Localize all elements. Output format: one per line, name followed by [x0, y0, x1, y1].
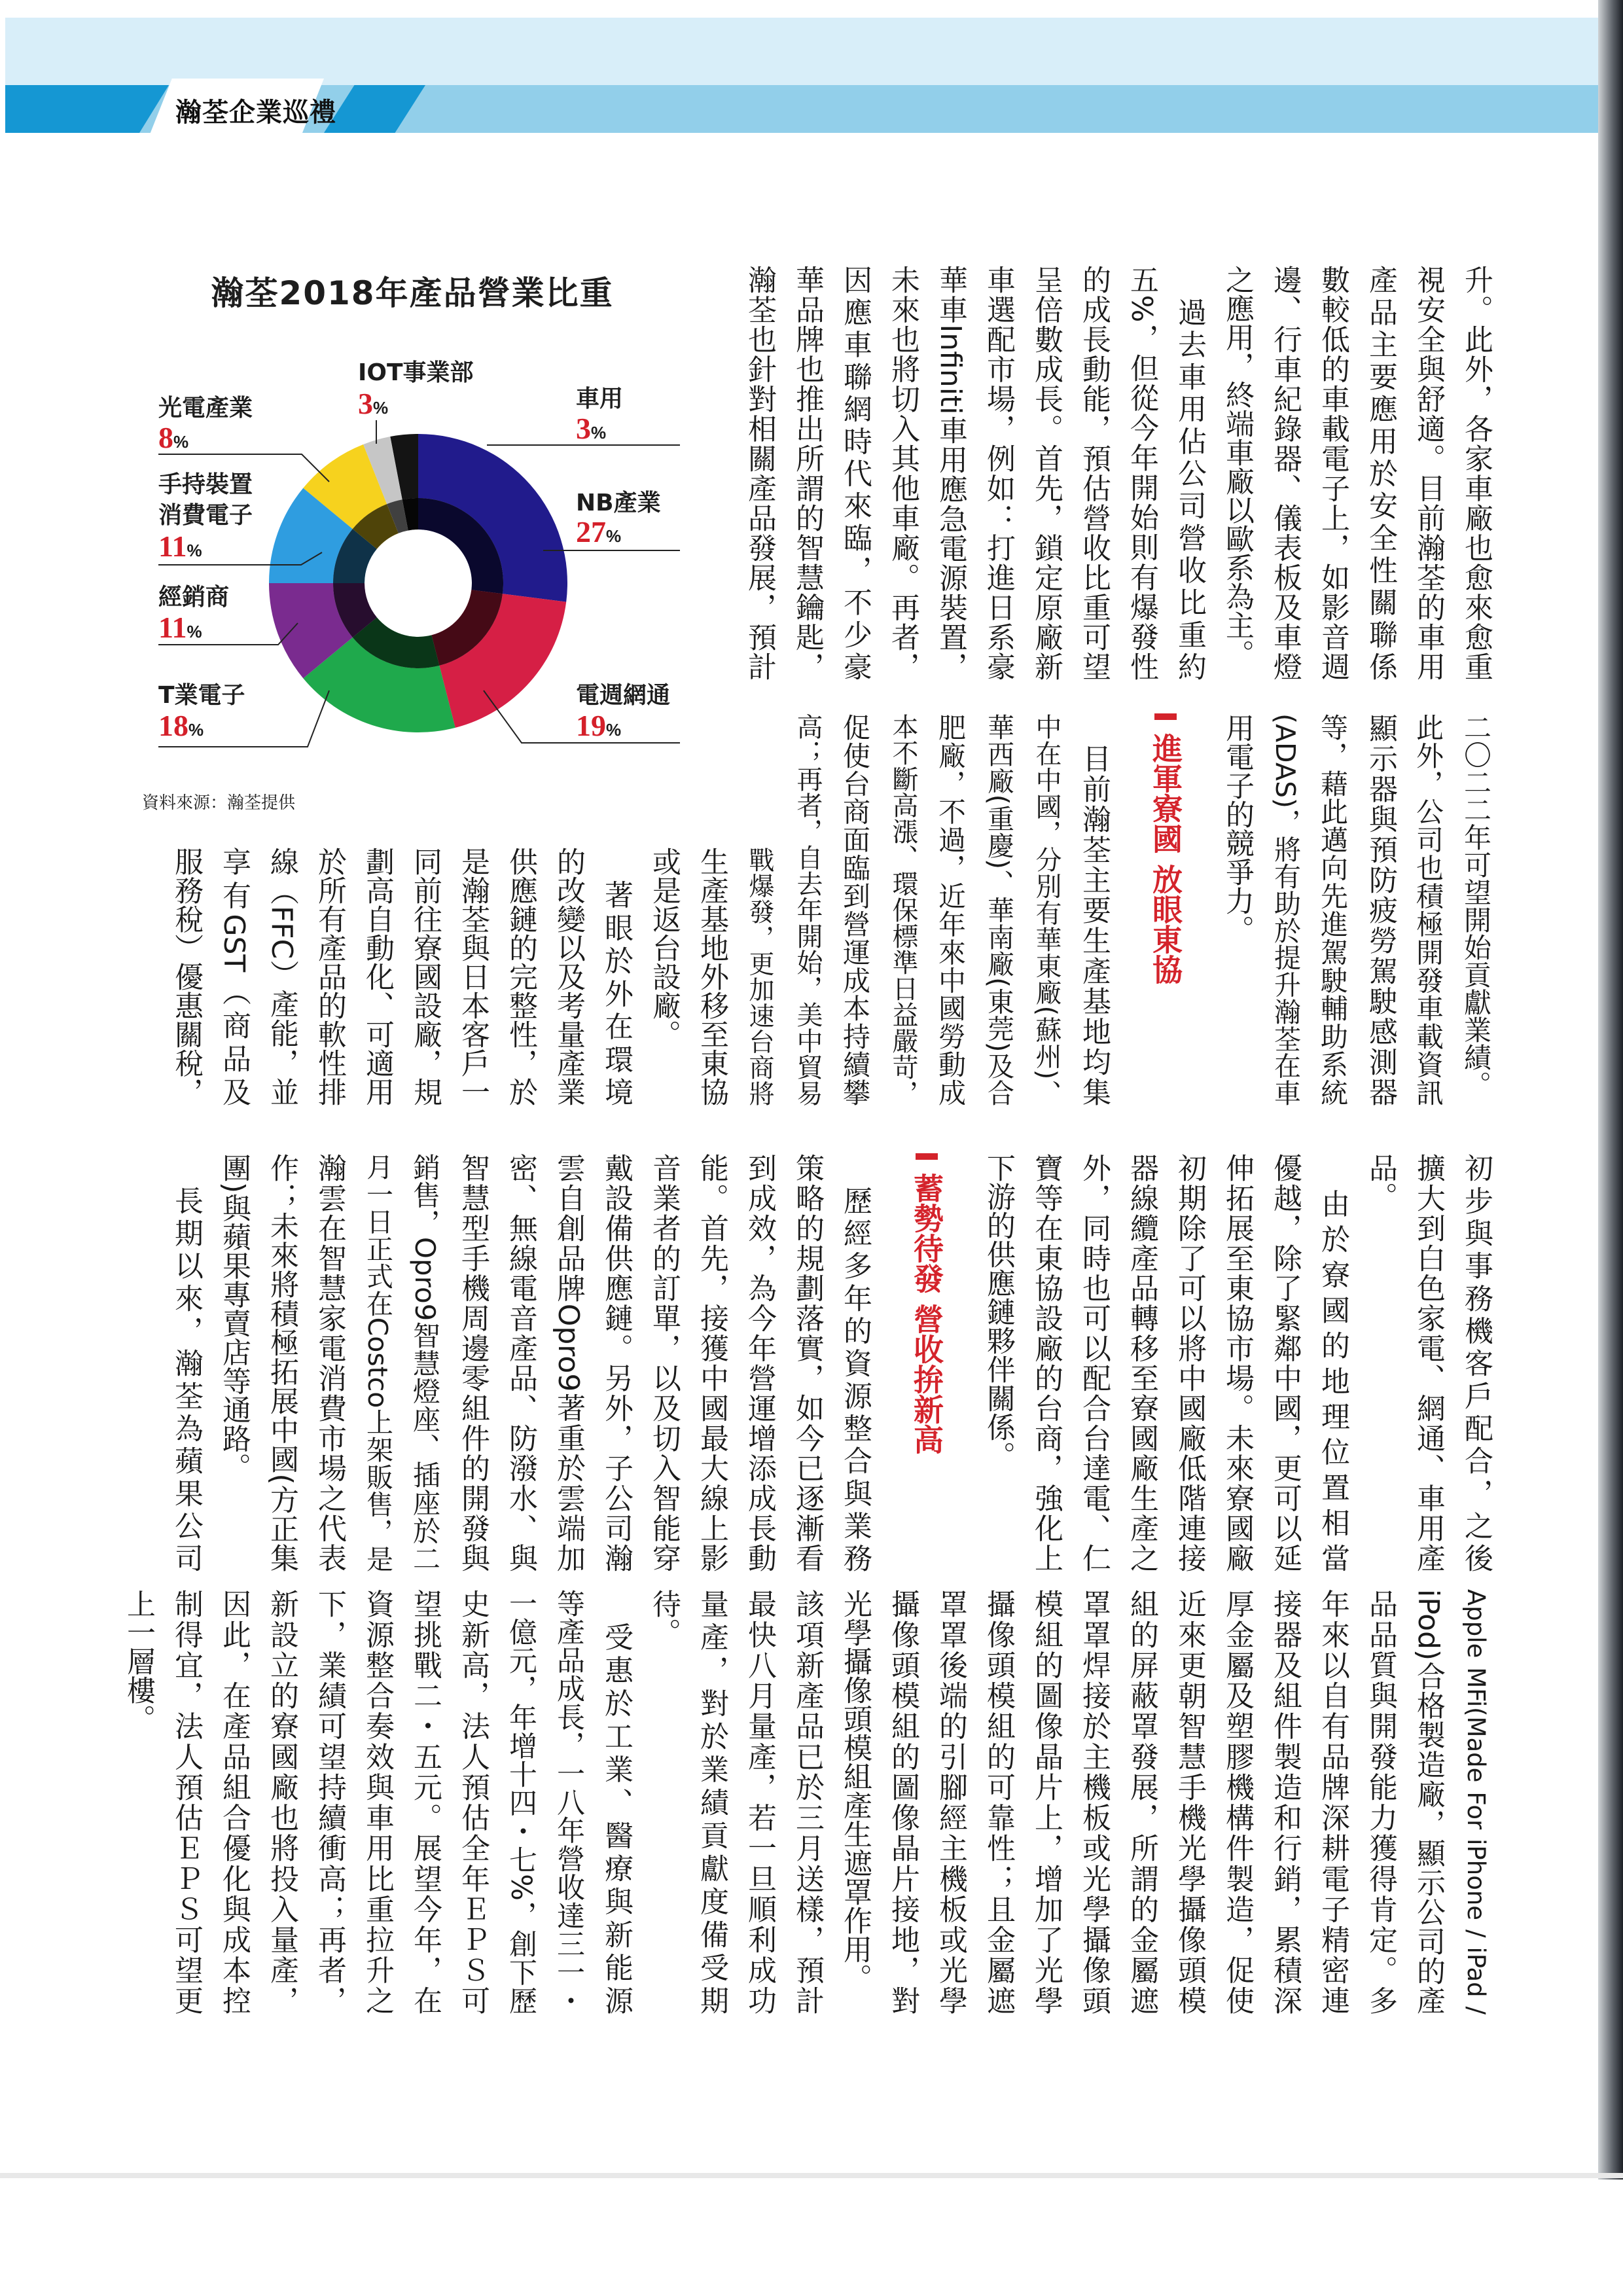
page-binding-shadow [1598, 0, 1623, 2179]
text-column: 初步與事務機客戶配合，之後 [1459, 1153, 1493, 1572]
text-column: (ADAS)，將有助於提升瀚荃在車 [1270, 713, 1301, 1106]
text-column: 攝像頭模組的圖像晶片接地，對 [886, 1589, 919, 2015]
text-column: 接器及組件製造和行銷，累積深 [1268, 1589, 1302, 2015]
text-column: 瀚荃也針對相關產品發展，預計 [743, 265, 776, 681]
text-column: 銷售，Opro9智慧燈座、插座於二 [409, 1153, 441, 1572]
pct-industrial: 18% [158, 709, 204, 742]
text-column: 邊、行車紀錄器、儀表板及車燈 [1268, 265, 1302, 681]
text-column: 下，業績可望持續衝高；再者， [313, 1589, 346, 2015]
text-column: 著眼於外在環境 [599, 847, 633, 1106]
pct-iot: 3% [358, 387, 389, 420]
text-column: 本不斷高漲、環保標準日益嚴苛， [888, 713, 918, 1106]
text-column: 雲自創品牌Opro9著重於雲端加 [552, 1153, 585, 1572]
text-column: 厚金屬及塑膠機構件製造，促使 [1221, 1589, 1254, 2015]
text-column: 團)與蘋果專賣店等通路。 [217, 1153, 251, 1482]
text-column: iPod)合格製造廠，顯示公司的產 [1412, 1589, 1445, 2015]
pct-distributor: 11% [158, 611, 202, 644]
text-column: 之應用，終端車廠以歐系為主。 [1221, 265, 1254, 668]
text-column: 罩罩焊接於主機板或光學攝像頭 [1077, 1589, 1111, 2015]
section-heading [879, 1153, 974, 1572]
text-column: 升。此外，各家車廠也愈來愈重 [1459, 265, 1493, 681]
text-column: 作；未來將積極拓展中國(方正集 [265, 1153, 298, 1572]
text-column: 該項新產品已於三月送樣，預計 [791, 1589, 824, 2015]
article-block-4 [115, 1589, 1500, 2015]
text-column: 初期除了可以將中國廠低階連接 [1173, 1153, 1206, 1572]
text-column: 顯示器與預防疲勞駕駛感測器 [1364, 713, 1397, 1106]
text-column: 未來也將切入其他車廠。再者， [886, 265, 919, 681]
text-column: 到成效，為今年營運增添成長動 [743, 1153, 776, 1572]
text-column: 華車Infiniti車用應急電源裝置， [934, 265, 967, 681]
text-column: 等產品成長，一八年營收達三一・ [552, 1589, 585, 2015]
slice-telecom [439, 594, 566, 728]
heading-marker [1154, 713, 1177, 720]
text-column: 一億元，年增十四・七%，創下歷 [505, 1589, 537, 2015]
article-block-3 [162, 1153, 1500, 1572]
text-column: 長期以來，瀚荃為蘋果公司 [169, 1153, 203, 1572]
text-column: 瀚雲在智慧家電消費市場之代表 [313, 1153, 346, 1572]
text-column: 伸拓展至東協市場。未來寮國廠 [1221, 1153, 1254, 1572]
text-column: 等，藉此邁向先進駕駛輔助系統 [1317, 713, 1349, 1106]
label-handheld-2: 消費電子 [158, 502, 253, 529]
chart-source: 資料來源：瀚荃提供 [142, 793, 296, 813]
text-column: 最快八月量產，若一旦順利成功 [743, 1589, 776, 2015]
text-column: 制得宜，法人預估ＥＰＳ可望更 [169, 1589, 203, 2015]
text-column: 高；再者，自去年開始，美中貿易 [793, 713, 823, 1106]
section-title: 瀚荃企業巡禮 [175, 98, 336, 128]
text-column: 的成長動能，預估營收比重可望 [1077, 265, 1111, 681]
text-column: 二〇二二年可望開始貢獻業績。 [1460, 713, 1492, 1098]
text-column: 促使台商面臨到營運成本持續攀 [839, 713, 871, 1106]
text-column: 量產，對於業績貢獻度備受期 [695, 1589, 728, 2015]
heading-marker [916, 1153, 938, 1160]
text-column: 數較低的車載電子上，如影音週 [1316, 265, 1349, 681]
text-column: 戴設備供應鏈。另外，子公司瀚 [599, 1153, 633, 1572]
text-column: 華西廠(重慶)、華南廠(東莞)及合 [983, 713, 1014, 1106]
text-column: 戰爆發，更加速台商將 [745, 847, 774, 1106]
text-column: 攝像頭模組的可靠性；且金屬遮 [982, 1589, 1015, 2015]
label-opto: 光電產業 [158, 395, 253, 422]
label-distributor: 經銷商 [158, 584, 230, 611]
text-column: 產品主要應用於安全性關聯係 [1364, 265, 1397, 681]
text-column: 五%，但從今年開始則有爆發性 [1125, 265, 1158, 681]
heading-text: 進軍寮國 放眼東協 [1148, 733, 1183, 985]
article-block-1 [736, 265, 1500, 681]
text-column: 因應車聯網時代來臨，不少豪 [838, 265, 872, 681]
text-column: 組的屏蔽罩發展，所謂的金屬遮 [1125, 1589, 1158, 2015]
label-telecom: 電週網通 [576, 682, 671, 709]
text-column: 優越，除了緊鄰中國，更可以延 [1268, 1153, 1302, 1572]
text-column: 品品質與開發能力獲得肯定。多 [1364, 1589, 1397, 2015]
text-column: 車選配市場，例如：打進日系豪 [982, 265, 1015, 681]
text-column: 寶等在東協設廠的台商，強化上 [1029, 1153, 1063, 1572]
label-car: 車用 [576, 386, 624, 412]
text-column: 受惠於工業、醫療與新能源 [599, 1589, 633, 2015]
text-column: 呈倍數成長。首先，鎖定原廠新 [1029, 265, 1063, 681]
text-column: 過去車用佔公司營收比重約 [1173, 265, 1206, 681]
text-column: 同前往寮國設廠，規 [408, 847, 442, 1106]
text-column: 上一層樓。 [122, 1589, 155, 1733]
text-column: 此外，公司也積極開發車載資訊 [1412, 713, 1444, 1106]
label-iot: IOT事業部 [358, 359, 474, 386]
text-column: 或是返台設廠。 [647, 847, 681, 1049]
text-column: 視安全與舒適。目前瀚荃的車用 [1412, 265, 1445, 681]
text-column: 服務稅）優惠關稅， [169, 847, 203, 1106]
text-column: 因此，在產品組合優化與成本控 [217, 1589, 251, 2015]
text-column: 華品牌也推出所謂的智慧鑰匙， [791, 265, 824, 681]
text-column: 歷經多年的資源整合與業務 [838, 1153, 872, 1572]
label-handheld-1: 手持裝置 [158, 471, 253, 498]
text-column: 智慧型手機周邊零組件的開發與 [456, 1153, 490, 1572]
pct-nb: 27% [576, 515, 622, 548]
text-column: 能。首先，接獲中國最大線上影 [695, 1153, 728, 1572]
text-column: 肥廠，不過，近年來中國勞動成 [935, 713, 967, 1106]
text-column: 望挑戰二・五元。展望今年，在 [408, 1589, 442, 2015]
text-column: 享有GST（商品及 [217, 847, 251, 1106]
text-column: 下游的供應鏈夥伴關係。 [982, 1153, 1015, 1470]
text-column: 光學攝像頭模組產生遮罩作用。 [838, 1589, 872, 1992]
text-column: Apple MFi(Made For iPhone / iPad / [1462, 1589, 1490, 2015]
pct-car: 3% [576, 412, 607, 445]
page-bottom-edge [0, 2173, 1623, 2178]
section-heading [1118, 713, 1213, 1106]
text-column: 新設立的寮國廠也將投入量產， [265, 1589, 298, 2015]
text-column: 擴大到白色家電、網通、車用產 [1412, 1153, 1445, 1572]
text-column: 中在中國，分別有華東廠(蘇州)、 [1031, 713, 1061, 1106]
text-column: 用電子的競爭力。 [1221, 713, 1254, 944]
text-column: 的改變以及考量產業 [552, 847, 585, 1106]
text-column: 待。 [647, 1589, 681, 1647]
text-column: 月一日正式在Costco上架販售，是 [362, 1153, 393, 1572]
text-column: 年來以自有品牌深耕電子精密連 [1316, 1589, 1349, 2015]
text-column: 生產基地外移至東協 [695, 847, 728, 1106]
text-column: 供應鏈的完整性，於 [504, 847, 537, 1106]
text-column: 是瀚荃與日本客戶一 [456, 847, 490, 1106]
text-column: 密、無線電音產品、防潑水、與 [504, 1153, 537, 1572]
pct-telecom: 19% [576, 709, 622, 742]
text-column: 史新高，法人預估全年ＥＰＳ可 [456, 1589, 490, 2015]
label-industrial: T業電子 [158, 682, 245, 709]
text-column: 於所有產品的軟性排 [313, 847, 346, 1106]
text-column: 器線纜產品轉移至寮國廠生產之 [1125, 1153, 1158, 1572]
text-column: 音業者的訂單，以及切入智能穿 [647, 1153, 681, 1572]
text-column: 線（FFC）產能，並 [265, 847, 298, 1106]
text-column: 目前瀚荃主要生產基地均集 [1077, 713, 1111, 1106]
text-column: 策略的規劃落實，如今已逐漸看 [791, 1153, 824, 1572]
text-column: 由於寮國的地理位置相當 [1316, 1153, 1349, 1572]
text-column: 模組的圖像晶片上，增加了光學 [1029, 1589, 1063, 2015]
pct-handheld: 11% [158, 529, 202, 563]
text-column: 近來更朝智慧手機光學攝像頭模 [1173, 1589, 1206, 2015]
text-column: 品。 [1364, 1153, 1397, 1211]
heading-text: 蓄勢待發 營收拚新高 [909, 1173, 944, 1455]
text-column: 外，同時也可以配合台達電、仁 [1077, 1153, 1111, 1572]
article-block-2 [162, 709, 1500, 1106]
text-column: 罩罩後端的引腳經主機板或光學 [934, 1589, 967, 2015]
pct-opto: 8% [158, 421, 189, 454]
text-column: 劃高自動化、可適用 [361, 847, 394, 1106]
text-column: 資源整合奏效與車用比重拉升之 [361, 1589, 394, 2015]
chart-title: 瀚荃2018年產品營業比重 [211, 274, 614, 312]
label-nb: NB產業 [576, 490, 661, 516]
